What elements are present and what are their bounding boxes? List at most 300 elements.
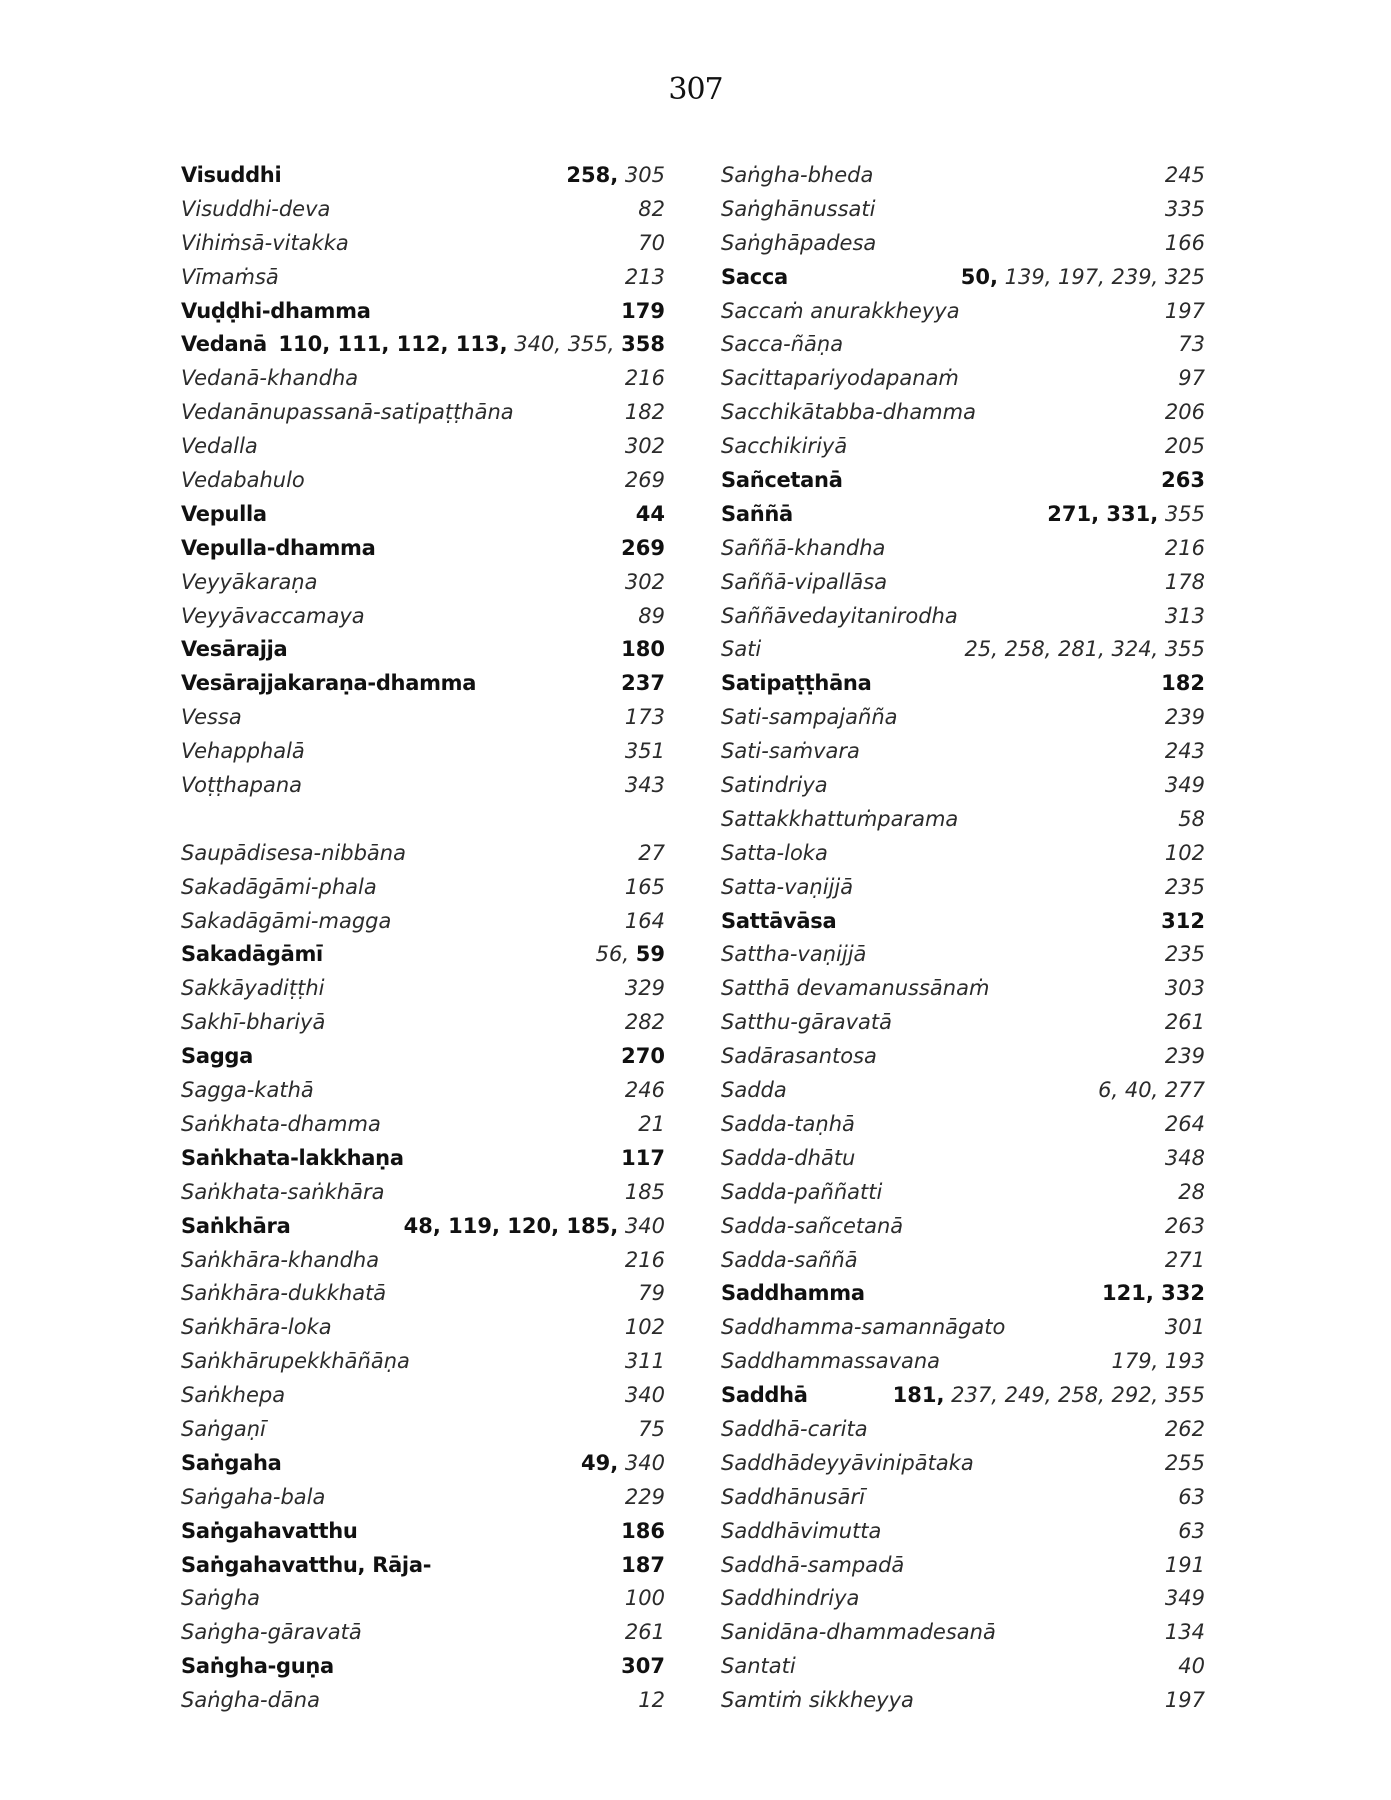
page-reference: 229: [624, 1484, 665, 1509]
index-entry: [721, 971, 1205, 1005]
page-references: [1165, 1141, 1205, 1175]
index-entry: [181, 1480, 665, 1514]
page-reference: 82: [638, 196, 665, 221]
index-term: Sakkāyadiṭṭhi: [181, 976, 325, 1001]
index-entry: [721, 158, 1205, 192]
index-term: Visuddhi-deva: [181, 196, 331, 221]
page-reference: 358: [621, 332, 665, 357]
page-references: [638, 226, 665, 260]
page-reference: 63: [1178, 1484, 1205, 1509]
page-references: [621, 1548, 665, 1582]
page-references: [621, 666, 665, 700]
page-reference: 166: [1164, 230, 1205, 255]
page-reference: 50,: [960, 264, 998, 289]
index-term: Satindriya: [721, 773, 828, 798]
page-references: [1165, 1039, 1205, 1073]
index-term: Saṅkhārupekkhāñāṇa: [181, 1349, 410, 1374]
page-references: [625, 429, 665, 463]
page-reference: 313: [1164, 603, 1205, 628]
page-references: [1178, 1480, 1205, 1514]
page-references: [404, 1209, 665, 1243]
index-entry: [181, 158, 665, 192]
page-references: [581, 1446, 665, 1480]
page-references: [1165, 1243, 1205, 1277]
index-term: Sadda-taṇhā: [721, 1111, 855, 1136]
index-entry: [181, 1073, 665, 1107]
page-reference: 237: [621, 671, 665, 696]
page-reference: 75: [638, 1416, 665, 1441]
index-term: Vepulla-dhamma: [181, 535, 376, 560]
page-references: [1165, 836, 1205, 870]
page-reference: 216: [624, 1247, 665, 1272]
page-references: [625, 395, 665, 429]
page-reference: 246: [624, 1078, 665, 1103]
page-references: [621, 1514, 665, 1548]
index-term: Saṅgaha-bala: [181, 1484, 326, 1509]
page-reference: 239: [1164, 1044, 1205, 1069]
page-reference: 58: [1178, 806, 1205, 831]
index-term: Saṅgahavatthu: [181, 1518, 358, 1543]
index-term: Sadda-saññā: [721, 1247, 858, 1272]
index-entry: [721, 1344, 1205, 1378]
index-term: Saṅkhata-saṅkhāra: [181, 1179, 385, 1204]
index-term: Sanidāna-dhammadesanā: [721, 1620, 996, 1645]
index-entry: [721, 768, 1205, 802]
page-references: [1165, 1581, 1205, 1615]
page-reference: 179: [621, 298, 665, 323]
page-reference: 255: [1164, 1450, 1205, 1475]
page-reference: 302: [624, 569, 665, 594]
page-references: [1165, 294, 1205, 328]
index-term: Saṅkhāra-loka: [181, 1315, 332, 1340]
page-references: [1165, 192, 1205, 226]
page-references: [1178, 1649, 1205, 1683]
page-references: [1165, 870, 1205, 904]
index-term: Vedanānupassanā-satipaṭṭhāna: [181, 400, 514, 425]
page-reference: 216: [624, 366, 665, 391]
index-term: Sacittapariyodapanaṁ: [721, 366, 959, 391]
page-reference: 44: [635, 501, 665, 526]
index-term: Vesārajja: [181, 637, 288, 662]
index-entry: [181, 937, 665, 971]
page-references: [1165, 1310, 1205, 1344]
page-reference: 237, 249, 258, 292, 355: [951, 1383, 1205, 1408]
page-references: [625, 1243, 665, 1277]
index-entry: [181, 700, 665, 734]
index-entry: [181, 1175, 665, 1209]
page-references: [638, 1412, 665, 1446]
index-term: Satta-vaṇijjā: [721, 874, 854, 899]
index-entry: [181, 327, 665, 361]
page-reference: 355: [1164, 501, 1205, 526]
page-reference: 70: [638, 230, 665, 255]
index-entry: [181, 1378, 665, 1412]
index-term: Sacca: [721, 264, 788, 289]
index-term: Saññāvedayitanirodha: [721, 603, 958, 628]
page-references: [1165, 1005, 1205, 1039]
page-references: [638, 192, 665, 226]
page-reference: 239: [1164, 705, 1205, 730]
index-entry: [181, 1276, 665, 1310]
page-references: [1165, 395, 1205, 429]
page-reference: 181,: [892, 1383, 945, 1408]
index-term: Santati: [721, 1654, 796, 1679]
index-term: Saṅgahavatthu, Rāja-: [181, 1552, 432, 1577]
index-term: Sadārasantosa: [721, 1044, 877, 1069]
index-term: Saṅkhata-lakkhaṇa: [181, 1145, 404, 1170]
page-reference: 262: [1164, 1416, 1205, 1441]
page-reference: 164: [624, 908, 665, 933]
index-term: Saṅghānussati: [721, 196, 876, 221]
page-reference: 56,: [595, 942, 630, 967]
index-entry: [721, 1378, 1205, 1412]
index-term: Saṅgha-guṇa: [181, 1654, 334, 1679]
index-entry: [181, 1581, 665, 1615]
page-references: [621, 1141, 665, 1175]
page-reference: 348: [1164, 1145, 1205, 1170]
page-reference: 271, 331,: [1047, 501, 1159, 526]
page-reference: 329: [624, 976, 665, 1001]
index-entry: [721, 1514, 1205, 1548]
page-references: [625, 565, 665, 599]
index-entry: [181, 599, 665, 633]
index-term: Saññā: [721, 501, 793, 526]
index-entry: [721, 463, 1205, 497]
index-entry: [721, 226, 1205, 260]
index-term: Sakadāgāmi-phala: [181, 874, 377, 899]
index-entry: [721, 1209, 1205, 1243]
index-term: Sañcetanā: [721, 468, 843, 493]
page-references: [965, 632, 1205, 666]
index-term: Saddhāvimutta: [721, 1518, 882, 1543]
index-entry: [181, 531, 665, 565]
page-references: [621, 1039, 665, 1073]
page-reference: 134: [1164, 1620, 1205, 1645]
page-reference: 340: [624, 1383, 665, 1408]
index-term: Saupādisesa-nibbāna: [181, 840, 406, 865]
index-term: Sagga: [181, 1044, 254, 1069]
page-references: [1165, 700, 1205, 734]
page-reference: 270: [621, 1044, 665, 1069]
page-reference: 263: [1164, 1213, 1205, 1238]
page-reference: 191: [1164, 1552, 1205, 1577]
index-entry: [181, 1141, 665, 1175]
index-term: Saddhamma-samannāgato: [721, 1315, 1006, 1340]
page-reference: 311: [624, 1349, 665, 1374]
page-reference: 335: [1164, 196, 1205, 221]
index-term: Samtiṁ sikkheyya: [721, 1688, 914, 1713]
index-term: Satipaṭṭhāna: [721, 671, 872, 696]
page-reference: 261: [1164, 1010, 1205, 1035]
page-references: [1161, 666, 1205, 700]
page-reference: 165: [624, 874, 665, 899]
page-references: [1165, 1446, 1205, 1480]
page-references: [636, 497, 665, 531]
page-references: [621, 531, 665, 565]
index-term: Vīmaṁsā: [181, 264, 279, 289]
page-references: [1111, 1344, 1205, 1378]
index-entry: [721, 1649, 1205, 1683]
page-references: [1165, 599, 1205, 633]
index-entry: [181, 1310, 665, 1344]
page-references: [278, 327, 665, 361]
index-term: Saññā-khandha: [721, 535, 886, 560]
index-entry: [721, 1175, 1205, 1209]
page-reference: 302: [624, 434, 665, 459]
index-entry: [721, 294, 1205, 328]
page-references: [1165, 429, 1205, 463]
index-entry: [181, 904, 665, 938]
page-reference: 340, 355,: [514, 332, 615, 357]
page-reference: 48, 119, 120, 185,: [403, 1213, 619, 1238]
page-references: [1165, 734, 1205, 768]
page-references: [1161, 904, 1205, 938]
index-term: Vepulla: [181, 501, 267, 526]
index-term: Vessa: [181, 705, 242, 730]
page-reference: 121, 332: [1102, 1281, 1205, 1306]
index-term: Sagga-kathā: [181, 1078, 314, 1103]
page-reference: 117: [621, 1145, 665, 1170]
index-entry: [181, 836, 665, 870]
page-references: [1165, 1209, 1205, 1243]
page-references: [625, 463, 665, 497]
index-entry: [721, 632, 1205, 666]
index-entry: [721, 870, 1205, 904]
page-reference: 340: [624, 1450, 665, 1475]
page-references: [1178, 327, 1205, 361]
index-entry: [181, 192, 665, 226]
page-references: [1178, 802, 1205, 836]
index-term: Saddhindriya: [721, 1586, 860, 1611]
index-entry: [181, 565, 665, 599]
index-entry: [181, 1446, 665, 1480]
page-reference: 258,: [566, 163, 619, 187]
page-reference: 216: [1164, 535, 1205, 560]
page-references: [621, 1649, 665, 1683]
index-term: Saṅgha: [181, 1586, 261, 1611]
index-entry: [721, 1412, 1205, 1446]
index-term: Saddhā: [721, 1383, 808, 1408]
page-references: [625, 1344, 665, 1378]
index-term: Satthā devamanussānaṁ: [721, 976, 990, 1001]
index-term: Saṅgha-bheda: [721, 163, 874, 187]
index-term: Saddhādeyyāvinipātaka: [721, 1450, 974, 1475]
page-references: [625, 1073, 665, 1107]
index-term: Vedalla: [181, 434, 258, 459]
page-reference: 349: [1164, 1586, 1205, 1611]
index-entry: [181, 870, 665, 904]
page-number: 307: [668, 72, 723, 107]
index-term: Saṅkhāra-dukkhatā: [181, 1281, 387, 1306]
page-reference: 305: [624, 163, 665, 187]
page-references: [1178, 361, 1205, 395]
index-term: Sadda-paññatti: [721, 1179, 883, 1204]
page-references: [1165, 158, 1205, 192]
index-term: Satta-loka: [721, 840, 828, 865]
page-references: [625, 1378, 665, 1412]
page-references: [1165, 1107, 1205, 1141]
page-references: [1165, 1412, 1205, 1446]
page-reference: 59: [635, 942, 665, 967]
index-entry: [181, 1649, 665, 1683]
page-reference: 178: [1164, 569, 1205, 594]
page-reference: 102: [624, 1315, 665, 1340]
page-reference: 28: [1178, 1179, 1205, 1204]
page-references: [625, 971, 665, 1005]
page-reference: 197: [1164, 298, 1205, 323]
index-term: Visuddhi: [181, 163, 282, 187]
page-reference: 12: [638, 1688, 665, 1713]
page-references: [625, 904, 665, 938]
index-entry: [181, 768, 665, 802]
index-term: Saṅgha-gāravatā: [181, 1620, 362, 1645]
index-entry: [721, 1276, 1205, 1310]
page-reference: 182: [624, 400, 665, 425]
page-reference: 269: [624, 468, 665, 493]
page-reference: 269: [621, 535, 665, 560]
index-term: Vedanā-khandha: [181, 366, 359, 391]
page-reference: 349: [1164, 773, 1205, 798]
page-reference: 49,: [581, 1450, 619, 1475]
index-term: Sakhī-bhariyā: [181, 1010, 326, 1035]
page-references: [1098, 1073, 1205, 1107]
page-references: [1165, 768, 1205, 802]
page-reference: 301: [1164, 1315, 1205, 1340]
page-reference: 40: [1178, 1654, 1205, 1679]
index-entry: [721, 937, 1205, 971]
index-term: Saddhammassavana: [721, 1349, 941, 1374]
page-references: [638, 1107, 665, 1141]
index-entry: [721, 734, 1205, 768]
page-references: [1165, 1548, 1205, 1582]
page-reference: 180: [621, 637, 665, 662]
page-reference: 197: [1164, 1688, 1205, 1713]
index-entry: [181, 734, 665, 768]
index-term: Saddhamma: [721, 1281, 865, 1306]
page-references: [625, 260, 665, 294]
page-reference: 263: [1161, 468, 1205, 493]
index-term: Sadda-dhātu: [721, 1145, 856, 1170]
index-entry: [721, 1107, 1205, 1141]
index-term: Saṅkhāra-khandha: [181, 1247, 380, 1272]
index-entry: [181, 971, 665, 1005]
page-references: [621, 294, 665, 328]
page-reference: 187: [621, 1552, 665, 1577]
index-entry: [721, 1310, 1205, 1344]
index-entry: [181, 429, 665, 463]
page-references: [625, 361, 665, 395]
index-entry: [721, 666, 1205, 700]
index-entry: [721, 700, 1205, 734]
page-reference: 97: [1178, 366, 1205, 391]
index-term: Sadda: [721, 1078, 787, 1103]
page-reference: 185: [624, 1179, 665, 1204]
page-reference: 21: [638, 1111, 665, 1136]
page-references: [625, 1005, 665, 1039]
index-term: Saññā-vipallāsa: [721, 569, 888, 594]
index-term: Saṅgha-dāna: [181, 1688, 320, 1713]
page-references: [625, 870, 665, 904]
page-reference: 110, 111, 112, 113,: [278, 332, 508, 357]
page-references: [1165, 1615, 1205, 1649]
index-term: Saddhā-carita: [721, 1416, 868, 1441]
index-term: Vedanā: [181, 332, 267, 357]
index-term: Sadda-sañcetanā: [721, 1213, 904, 1238]
page-references: [625, 1581, 665, 1615]
page-references: [1178, 1175, 1205, 1209]
index-entry: [721, 599, 1205, 633]
page-references: [625, 734, 665, 768]
page-reference: 312: [1161, 908, 1205, 933]
index-entry: [181, 1412, 665, 1446]
index-term: Saṅgaha: [181, 1450, 282, 1475]
index-entry: [181, 1514, 665, 1548]
index-entry: [721, 1581, 1205, 1615]
index-entry: [721, 802, 1205, 836]
index-entry: [181, 1005, 665, 1039]
page-references: [625, 768, 665, 802]
index-term: Sacca-ñāṇa: [721, 332, 844, 357]
index-term: Sattakkhattuṁparama: [721, 806, 959, 831]
index-term: Saṅkhata-dhamma: [181, 1111, 381, 1136]
page-references: [1165, 937, 1205, 971]
page-references: [1165, 1683, 1205, 1717]
index-entry: [181, 1548, 665, 1582]
index-entry: [721, 192, 1205, 226]
index-entry: [181, 463, 665, 497]
page-reference: 182: [1161, 671, 1205, 696]
page-reference: 73: [1178, 332, 1205, 357]
index-entry: [721, 361, 1205, 395]
page-references: [625, 1310, 665, 1344]
page-reference: 206: [1164, 400, 1205, 425]
page-reference: 282: [624, 1010, 665, 1035]
page-references: [638, 1683, 665, 1717]
page-references: [625, 1175, 665, 1209]
page-references: [1161, 463, 1205, 497]
page-references: [625, 1480, 665, 1514]
page-reference: 307: [621, 1654, 665, 1679]
page-references: [625, 700, 665, 734]
index-term: Sakadāgāmi-magga: [181, 908, 392, 933]
page-reference: 205: [1164, 434, 1205, 459]
page-references: [893, 1378, 1205, 1412]
index-entry: [721, 1073, 1205, 1107]
index-entry: [721, 1039, 1205, 1073]
index-term: Sacchikiriyā: [721, 434, 848, 459]
index-term: Vihiṁsā-vitakka: [181, 230, 349, 255]
page-references: [638, 1276, 665, 1310]
index-entry: [721, 1548, 1205, 1582]
page-references: [1178, 1514, 1205, 1548]
page-references: [1047, 497, 1205, 531]
page-reference: 271: [1164, 1247, 1205, 1272]
index-entry: [721, 904, 1205, 938]
index-entry: [181, 1209, 665, 1243]
index-term: Veyyākaraṇa: [181, 569, 318, 594]
index-entry: [721, 395, 1205, 429]
index-entry: [721, 836, 1205, 870]
page-reference: 6, 40, 277: [1098, 1078, 1205, 1103]
page-reference: 100: [624, 1586, 665, 1611]
index-entry: [181, 1107, 665, 1141]
page-reference: 79: [638, 1281, 665, 1306]
index-column-right: [721, 158, 1205, 1717]
page-references: [596, 937, 665, 971]
page-reference: 235: [1164, 874, 1205, 899]
page-references: [1165, 531, 1205, 565]
page-reference: 245: [1164, 163, 1205, 187]
